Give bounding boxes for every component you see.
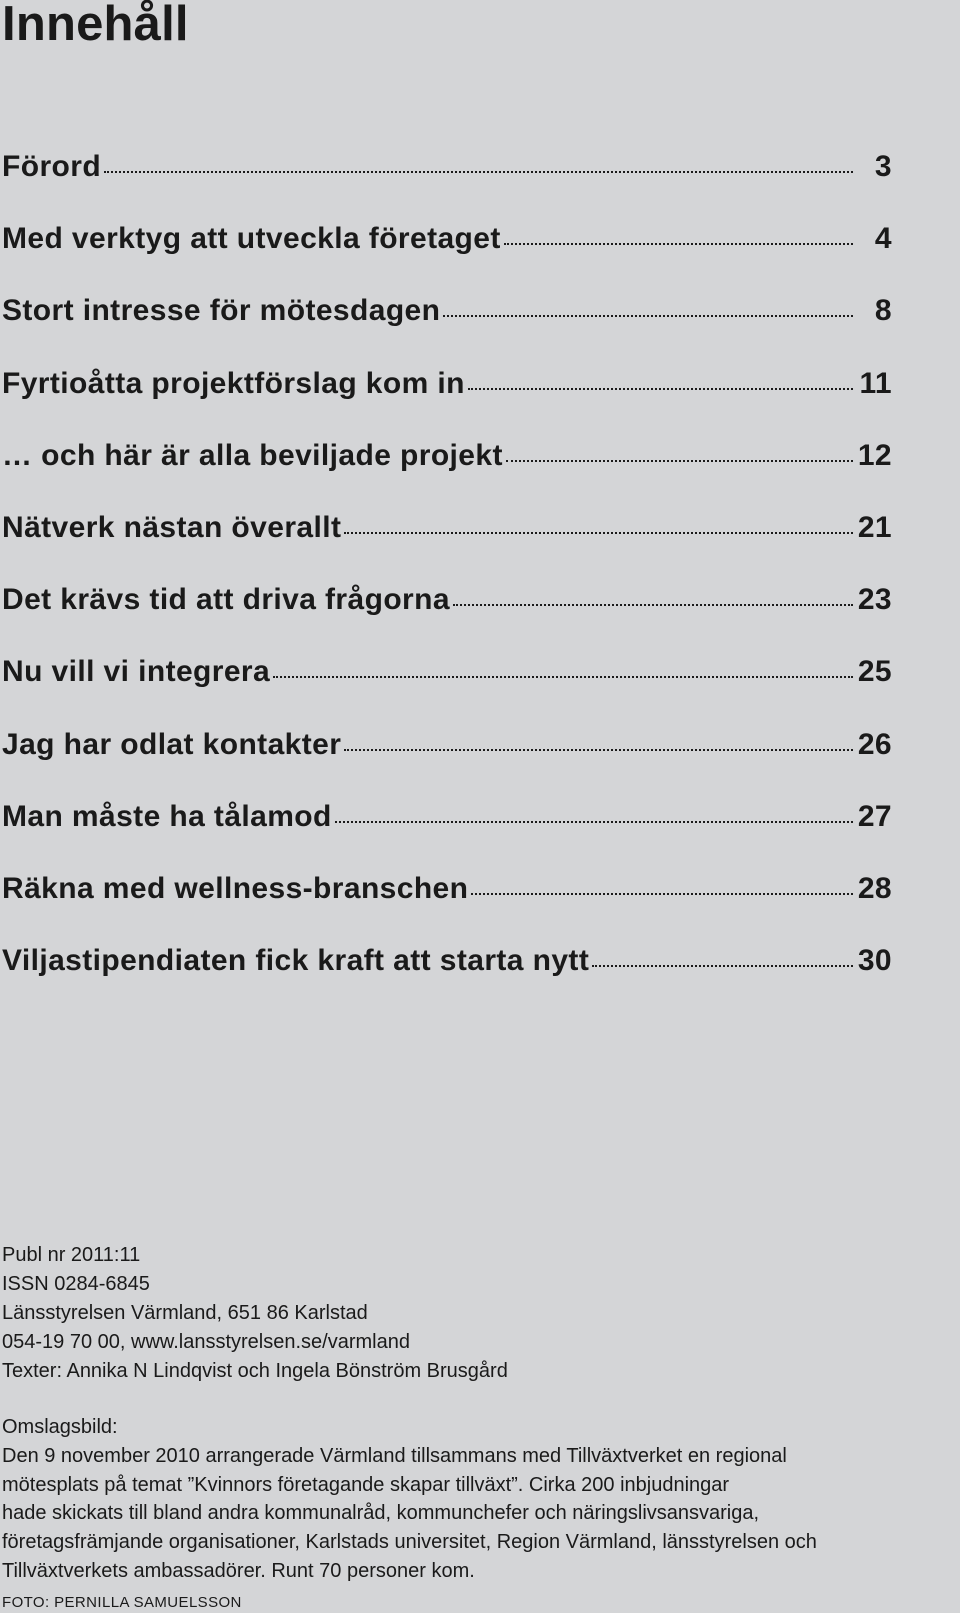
page-title: Innehåll xyxy=(2,0,189,51)
toc-entry-page: 25 xyxy=(857,655,892,689)
toc-entry-page: 8 xyxy=(874,294,892,328)
toc-entry-page: 30 xyxy=(857,944,892,978)
toc-dot-leader xyxy=(506,460,853,462)
toc-entry-title: Det krävs tid att driva frågorna xyxy=(2,583,450,617)
toc-dot-leader xyxy=(104,171,853,173)
toc-entry-title: Nätverk nästan överallt xyxy=(2,510,342,544)
cover-text-line: företagsfrämjande organisationer, Karlstads universitet, Region Värmland, länsstyrelsen och xyxy=(2,1531,817,1554)
toc-dot-leader xyxy=(471,893,853,895)
toc-entry-page: 21 xyxy=(857,510,892,544)
toc-entry-title: Fyrtioåtta projektförslag kom in xyxy=(2,366,465,400)
toc-entry[interactable] xyxy=(0,800,892,872)
toc-dot-leader xyxy=(273,676,853,678)
toc-entry[interactable] xyxy=(0,367,892,439)
toc-entry-page: 28 xyxy=(857,871,892,905)
toc-entry-page: 23 xyxy=(857,583,892,617)
toc-entry[interactable] xyxy=(0,944,892,1016)
toc-dot-leader xyxy=(443,315,853,317)
toc-entry[interactable] xyxy=(0,511,892,583)
toc-entry-page: 11 xyxy=(859,366,892,400)
toc-entry-title: Man måste ha tålamod xyxy=(2,799,332,833)
toc-entry-title: Räkna med wellness-branschen xyxy=(2,871,469,905)
toc-dot-leader xyxy=(344,532,853,534)
issn: ISSN 0284-6845 xyxy=(2,1273,150,1295)
toc-dot-leader xyxy=(504,243,853,245)
toc-entry-page: 26 xyxy=(857,727,892,761)
toc-entry[interactable] xyxy=(0,439,892,511)
cover-description xyxy=(2,1413,958,1586)
toc-entry-title: Stort intresse för mötesdagen xyxy=(2,294,441,328)
toc-entry[interactable] xyxy=(0,150,892,222)
toc-entry[interactable] xyxy=(0,728,892,800)
cover-text-line: Den 9 november 2010 arrangerade Värmland tillsammans med Tillväxtverket en regional xyxy=(2,1444,787,1467)
toc-entry[interactable] xyxy=(0,583,892,655)
toc-entry-page: 4 xyxy=(874,222,892,256)
cover-heading: Omslagsbild: xyxy=(2,1416,118,1438)
toc-entry-title: Viljastipendiaten fick kraft att starta nytt xyxy=(2,944,590,978)
toc-entry-title: Nu vill vi integrera xyxy=(2,655,271,689)
toc-entry[interactable] xyxy=(0,655,892,727)
table-of-contents xyxy=(0,150,892,1016)
toc-dot-leader xyxy=(592,965,853,967)
toc-entry[interactable] xyxy=(0,222,892,294)
toc-entry-title: Jag har odlat kontakter xyxy=(2,727,342,761)
toc-dot-leader xyxy=(335,821,853,823)
toc-entry[interactable] xyxy=(0,872,892,944)
toc-dot-leader xyxy=(453,604,853,606)
toc-entry[interactable] xyxy=(0,294,892,366)
authors-line: Texter: Annika N Lindqvist och Ingela Bönström Brusgård xyxy=(2,1360,508,1382)
toc-entry-page: 12 xyxy=(857,438,892,472)
toc-dot-leader xyxy=(344,749,853,751)
photo-credit: FOTO: PERNILLA SAMUELSSON xyxy=(2,1594,242,1611)
colophon xyxy=(2,1241,958,1386)
toc-entry-page: 27 xyxy=(857,799,892,833)
cover-text-line: mötesplats på temat ”Kvinnors företagande skapar tillväxt”. Cirka 200 inbjudningar xyxy=(2,1473,730,1496)
toc-entry-page: 3 xyxy=(874,150,892,183)
toc-entry-title: Med verktyg att utveckla företaget xyxy=(2,222,501,256)
toc-dot-leader xyxy=(468,388,853,390)
toc-entry-title: … och här är alla beviljade projekt xyxy=(2,438,503,472)
cover-text-line: Tillväxtverkets ambassadörer. Runt 70 personer kom. xyxy=(2,1559,475,1582)
cover-text-line: hade skickats till bland andra kommunalråd, kommunchefer och näringslivsansvariga, xyxy=(2,1502,760,1525)
publication-number: Publ nr 2011:11 xyxy=(2,1244,141,1266)
publisher-address: Länsstyrelsen Värmland, 651 86 Karlstad xyxy=(2,1302,368,1324)
contact-line: 054-19 70 00, www.lansstyrelsen.se/varmland xyxy=(2,1331,410,1353)
toc-entry-title: Förord xyxy=(2,150,102,183)
